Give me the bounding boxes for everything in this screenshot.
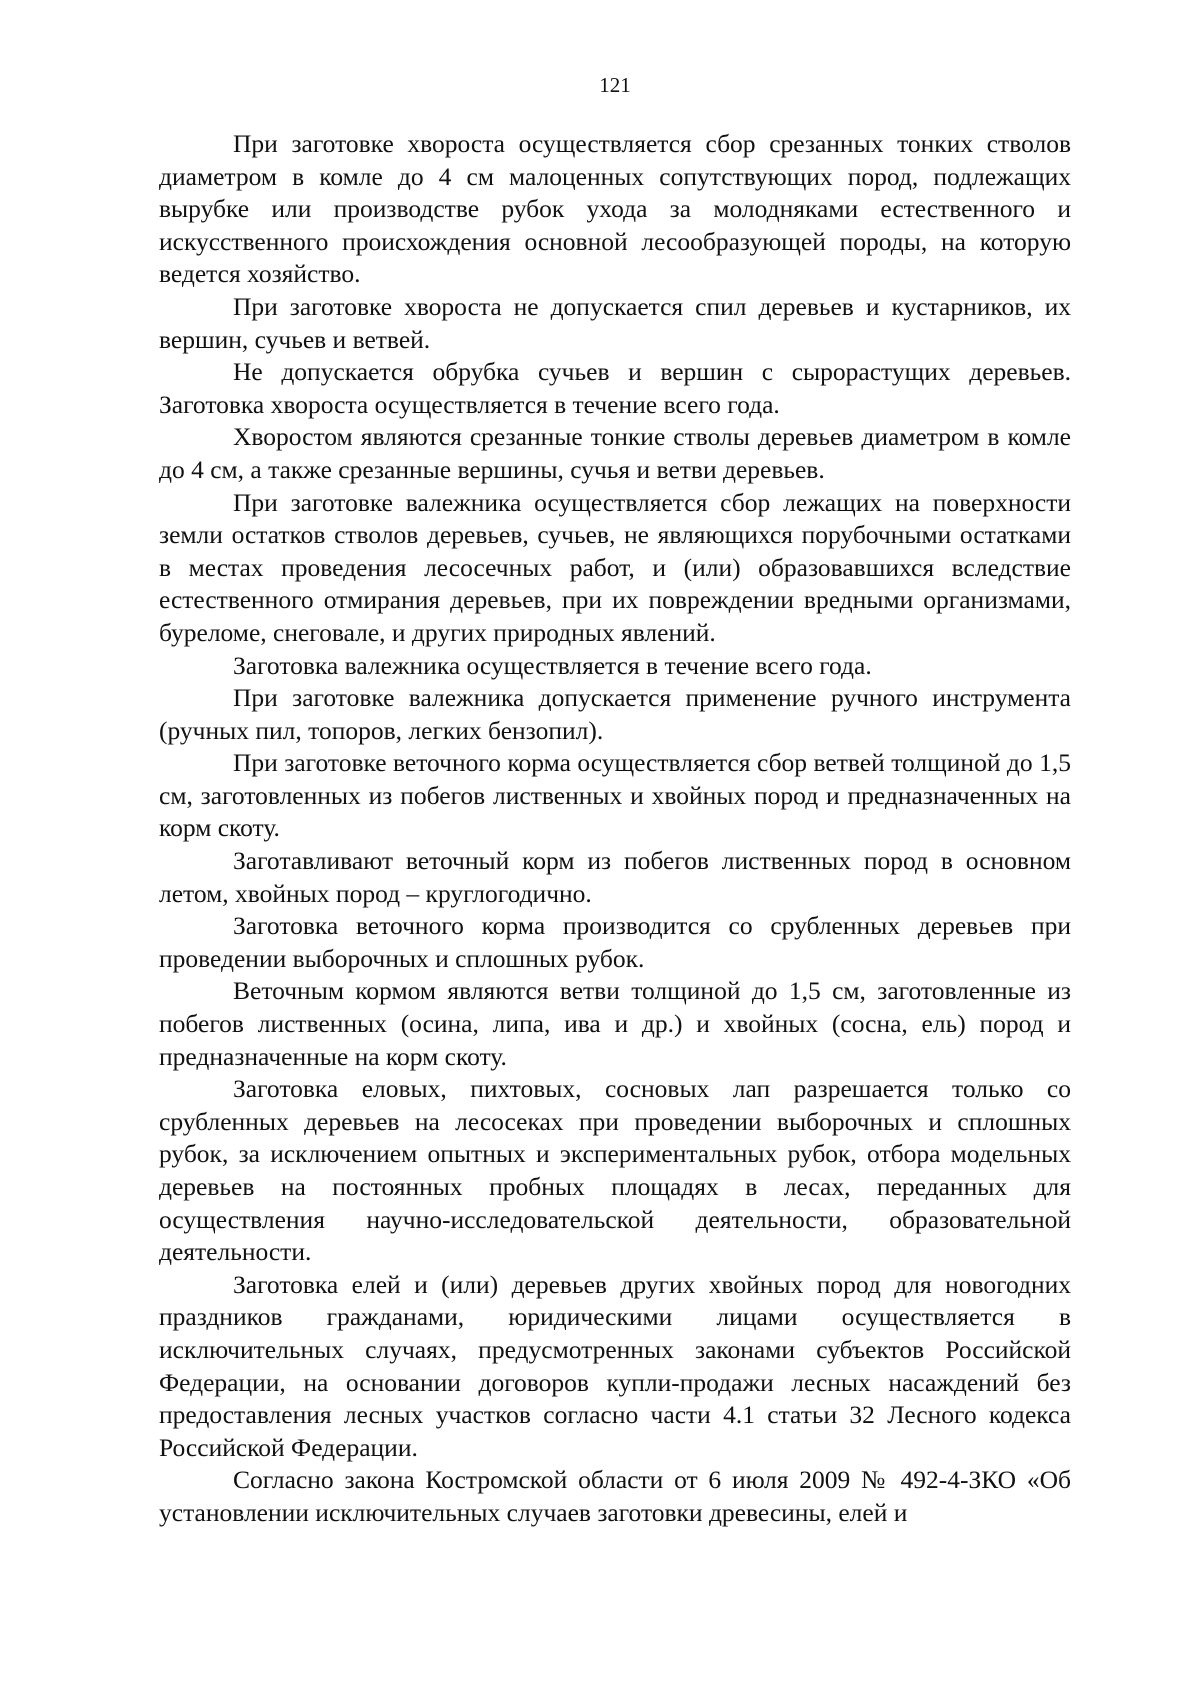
paragraph-brushwood-harvesting: При заготовке хвороста осуществляется сбор срезанных тонких стволов диаметром в комле до 4 см малоценных сопутствующих пород, подлежащих вырубке или производстве рубок ухода за молодняками естественного и искусственного происхождения основной лесообразующей породы, на которую ведется хозяйство. [159, 129, 1071, 289]
paragraph-brushwood-definition: Хворостом являются срезанные тонкие стволы деревьев диаметром в комле до 4 см, а также срезанные вершины, сучья и ветви деревьев. [159, 422, 1071, 484]
paragraph-branch-cutting-ban: Не допускается обрубка сучьев и вершин с сырорастущих деревьев. Заготовка хвороста осуществляется в течение всего года. [159, 357, 1071, 419]
paragraph-conifer-branches: Заготовка еловых, пихтовых, сосновых лап разрешается только со срубленных деревьев на лесосеках при проведении выборочных и сплошных рубок, за исключением опытных и экспериментальных рубок, отбора модельных деревьев на постоянных пробных площадях в лесах, переданных для осуществления научно-исследовательской деятельности, образовательной деятельности. [159, 1074, 1071, 1267]
paragraph-deadwood-harvesting: При заготовке валежника осуществляется сбор лежащих на поверхности земли остатков стволов деревьев, сучьев, не являющихся порубочными остатками в местах проведения лесосечных работ, и (или) образовавшихся вследствие естественного отмирания деревьев, при их повреждении вредными организмами, буреломе, снеговале, и других природных явлений. [159, 487, 1071, 647]
page-number: 121 [599, 73, 631, 97]
paragraph-twig-fodder-harvesting: При заготовке веточного корма осуществляется сбор ветвей толщиной до 1,5 см, заготовленных из побегов лиственных и хвойных пород и предназначенных на корм скоту. [159, 748, 1071, 843]
paragraph-twig-fodder-source: Заготовка веточного корма производится со срубленных деревьев при проведении выборочных и сплошных рубок. [159, 911, 1071, 973]
paragraph-kostroma-law: Согласно закона Костромской области от 6 июля 2009 № 492-4-ЗКО «Об установлении исключительных случаев заготовки древесины, елей и [159, 1465, 1071, 1527]
paragraph-brushwood-cutting-ban: При заготовке хвороста не допускается спил деревьев и кустарников, их вершин, сучьев и ветвей. [159, 291, 1071, 354]
paragraph-new-year-trees: Заготовка елей и (или) деревьев других хвойных пород для новогодних праздников гражданами, юридическими лицами осуществляется в исключительных случаях, предусмотренных законами субъектов Российской Федерации, на основании договоров купли-продажи лесных насаждений без предоставления лесных участков согласно части 4.1 статьи 32 Лесного кодекса Российской Федерации. [159, 1269, 1071, 1462]
paragraph-deadwood-season: Заготовка валежника осуществляется в течение всего года. [233, 650, 872, 680]
paragraph-deadwood-tools: При заготовке валежника допускается применение ручного инструмента (ручных пил, топоров, легких бензопил). [159, 683, 1071, 745]
paragraph-twig-fodder-definition: Веточным кормом являются ветви толщиной до 1,5 см, заготовленные из побегов лиственных (осина, липа, ива и др.) и хвойных (сосна, ель) пород и предназначенные на корм скоту. [159, 976, 1071, 1071]
document-body [159, 128, 1071, 1530]
paragraph-twig-fodder-season: Заготавливают веточный корм из побегов лиственных пород в основном летом, хвойных пород – круглогодично. [159, 846, 1071, 908]
